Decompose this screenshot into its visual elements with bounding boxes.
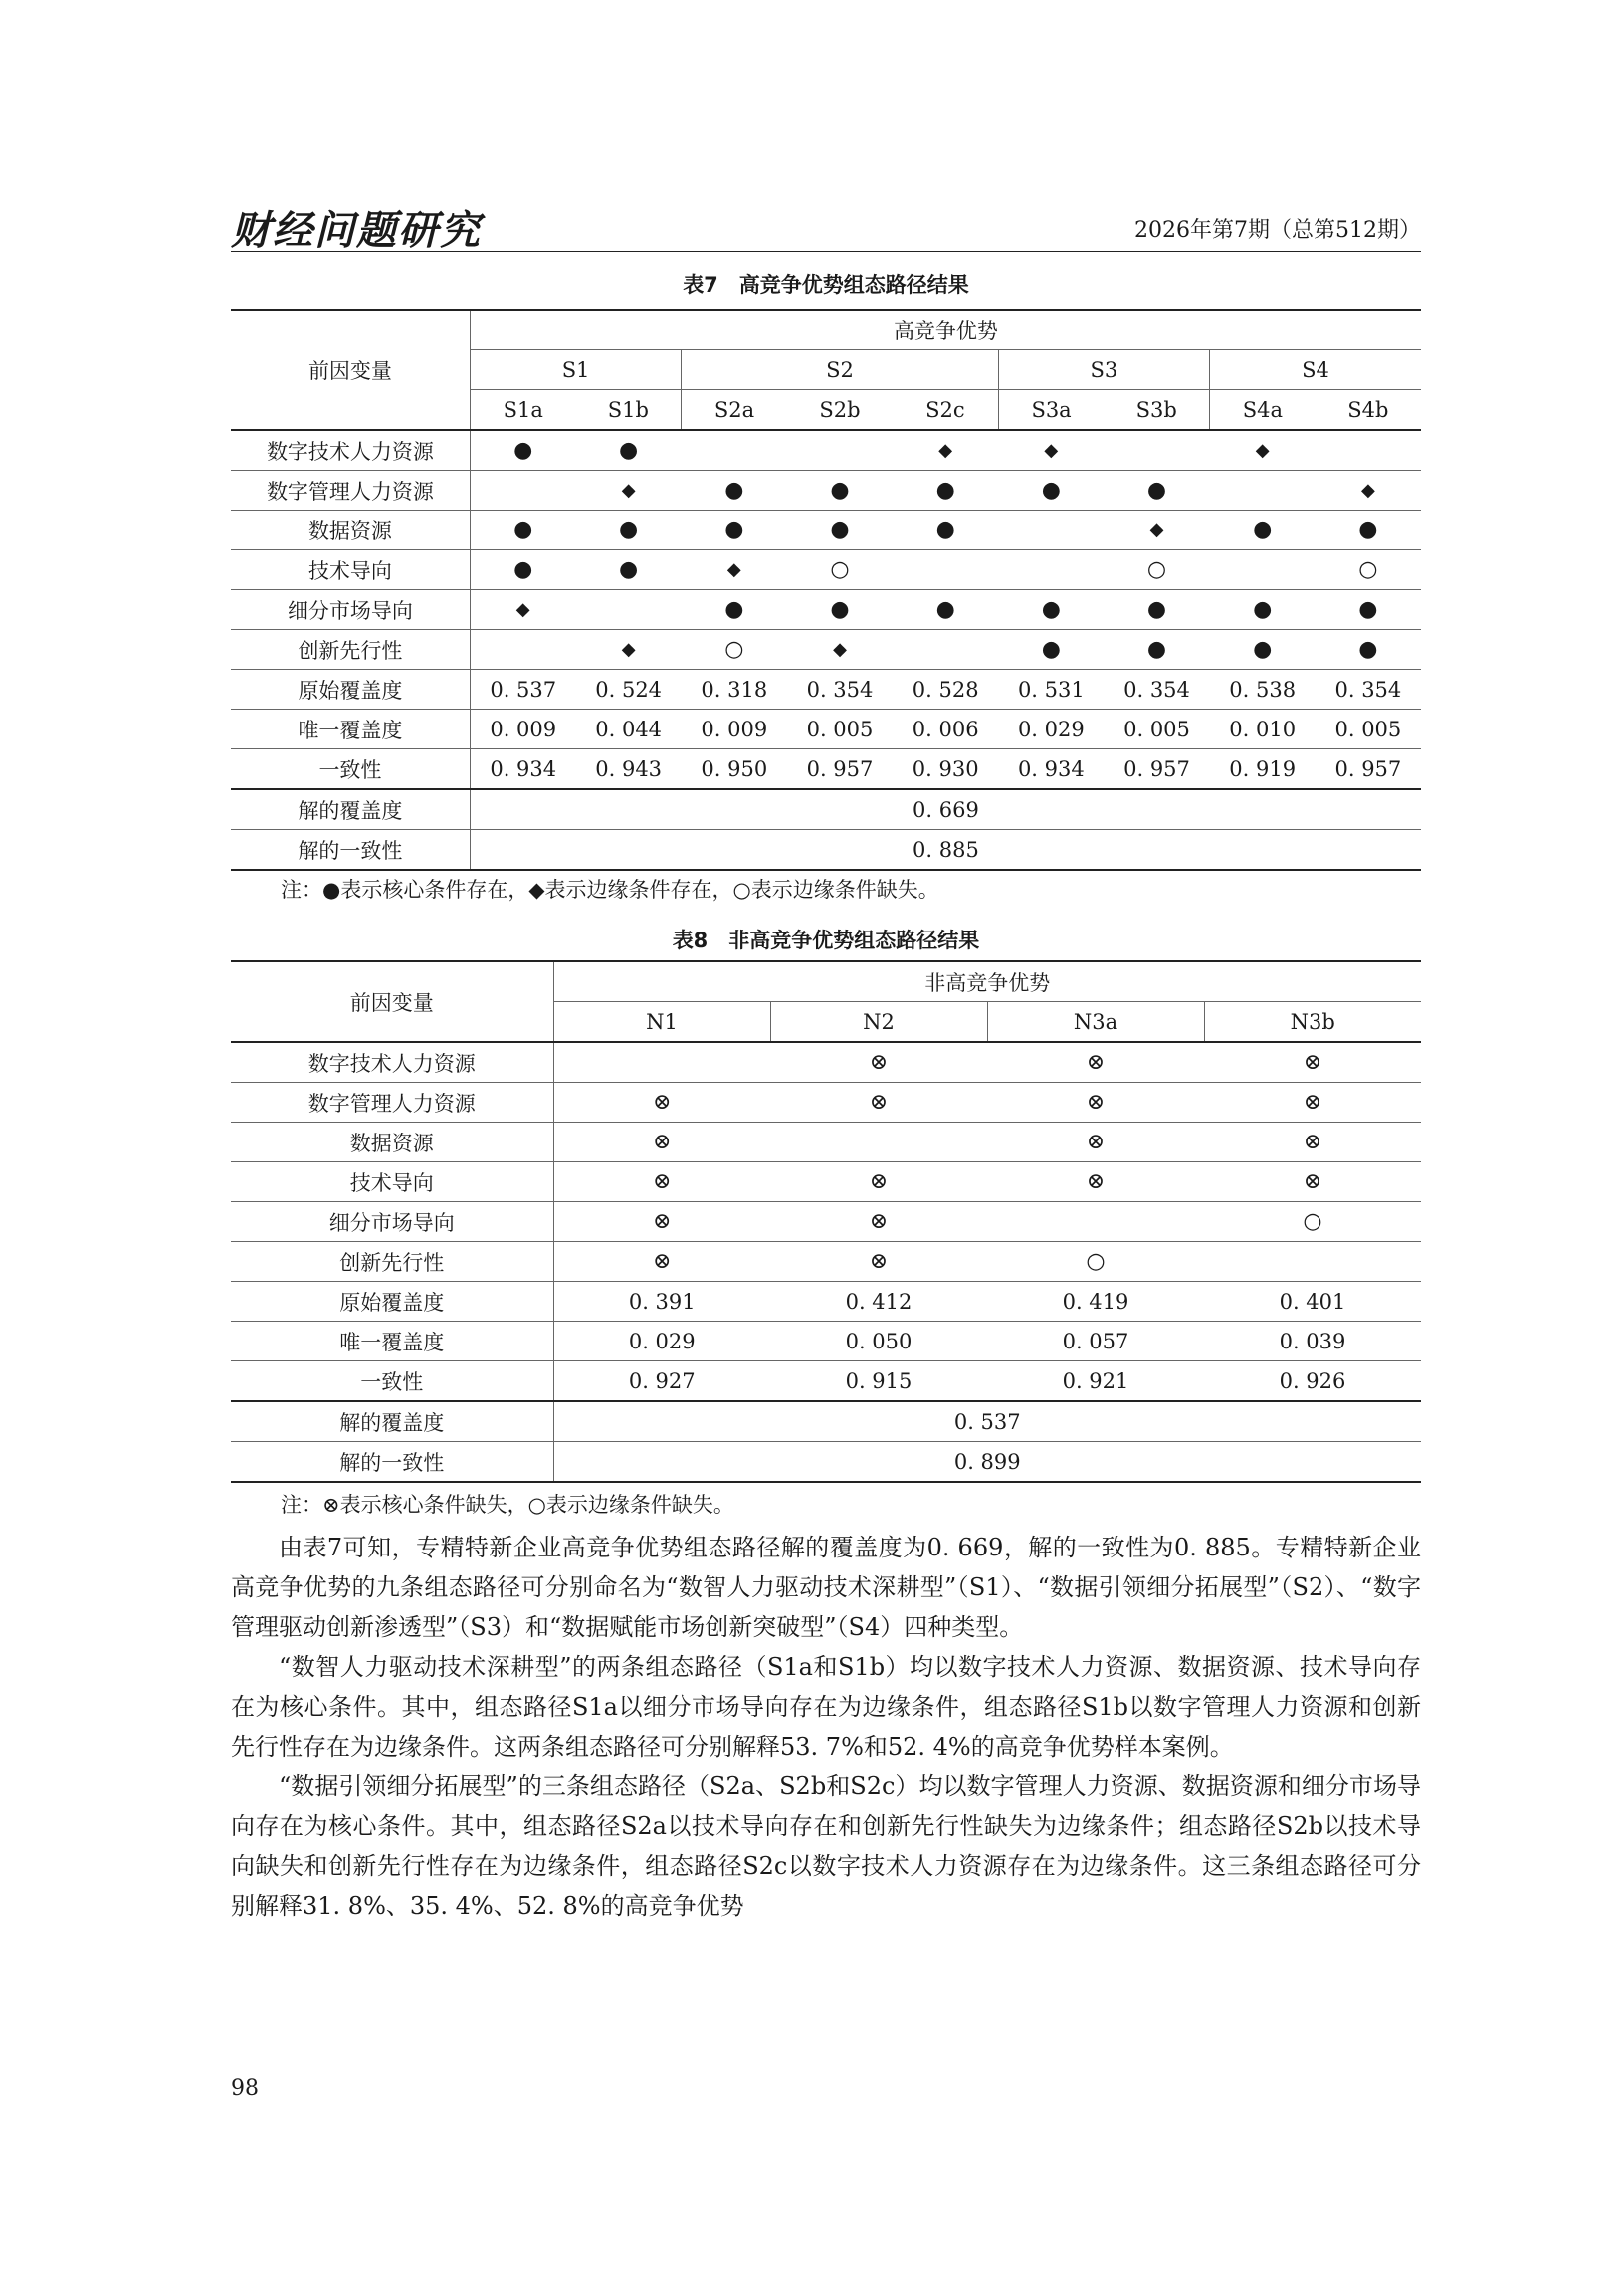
- table7-path-header: S1a: [470, 390, 575, 431]
- table8-metric-value: 0. 057: [987, 1322, 1204, 1361]
- table7-metric-value: 0. 934: [998, 749, 1104, 790]
- table7-metric-value: 0. 010: [1210, 710, 1316, 749]
- table7-cell: [682, 430, 787, 471]
- table8-note: 注：⊗表示核心条件缺失，○表示边缘条件缺失。: [281, 1493, 734, 1517]
- table7-metric-value: 0. 943: [576, 749, 682, 790]
- table7-cell: ◆: [998, 430, 1104, 471]
- table7-cell: ●: [998, 471, 1104, 511]
- table8-metric-value: 0. 921: [987, 1361, 1204, 1402]
- table8-cell: ⊗: [1204, 1123, 1421, 1162]
- table7-path-header: S2c: [893, 390, 998, 431]
- table7-group-header: S3: [998, 350, 1209, 390]
- table8-metric-label: 原始覆盖度: [231, 1282, 553, 1322]
- table7-cell: ◆: [576, 630, 682, 670]
- table7-path-header: S2b: [787, 390, 893, 431]
- table8-row: [231, 1083, 1421, 1123]
- table7-metric-row: [231, 670, 1421, 710]
- page-number: 98: [231, 2076, 259, 2101]
- table7-var-header: 前因变量: [231, 310, 470, 430]
- table7-cell: ●: [470, 430, 575, 471]
- table8-cell: ⊗: [770, 1162, 987, 1202]
- table7-cell: ●: [998, 630, 1104, 670]
- table8-metric-value: 0. 412: [770, 1282, 987, 1322]
- table8-cell: [987, 1202, 1204, 1242]
- table7-cell: ○: [1316, 550, 1421, 590]
- table7-body: [231, 430, 1421, 789]
- table8-solution-coverage: 0. 537: [553, 1401, 1421, 1442]
- table8-cell: [553, 1042, 770, 1083]
- table8-row: [231, 1123, 1421, 1162]
- table7-cell: ○: [682, 630, 787, 670]
- table7-cell: [1210, 550, 1316, 590]
- table8-metric-value: 0. 391: [553, 1282, 770, 1322]
- table7-row: [231, 511, 1421, 550]
- table7-cell: ●: [787, 511, 893, 550]
- table7-metric-value: 0. 934: [470, 749, 575, 790]
- table8-row: [231, 1162, 1421, 1202]
- table8-path-header: N3a: [987, 1002, 1204, 1043]
- table8-row: [231, 1202, 1421, 1242]
- table7-cell: [998, 550, 1104, 590]
- table7-cell: ●: [470, 511, 575, 550]
- table8-solution-coverage-label: 解的覆盖度: [231, 1401, 553, 1442]
- table7-row: [231, 430, 1421, 471]
- table7-cell: [893, 630, 998, 670]
- table7-cell: ◆: [682, 550, 787, 590]
- table8-metric-value: 0. 915: [770, 1361, 987, 1402]
- table7-row: [231, 471, 1421, 511]
- table7-metric-label: 原始覆盖度: [231, 670, 470, 710]
- table7-metric-value: 0. 005: [1104, 710, 1209, 749]
- table7-condition-label: 技术导向: [231, 550, 470, 590]
- table7-metric-value: 0. 354: [1316, 670, 1421, 710]
- table7-outcome-header: 高竞争优势: [470, 310, 1421, 350]
- table7-cell: ●: [893, 590, 998, 630]
- table7-condition-label: 数字技术人力资源: [231, 430, 470, 471]
- table7-cell: ●: [576, 550, 682, 590]
- table8-path-header: N2: [770, 1002, 987, 1043]
- table8-metric-value: 0. 926: [1204, 1361, 1421, 1402]
- table8: [231, 960, 1421, 1483]
- table8-metric-value: 0. 050: [770, 1322, 987, 1361]
- table7-cell: [998, 511, 1104, 550]
- journal-logo: 财经问题研究: [231, 207, 482, 254]
- table7-cell: ●: [1210, 630, 1316, 670]
- table7-metric-value: 0. 538: [1210, 670, 1316, 710]
- table7-cell: ◆: [1104, 511, 1209, 550]
- table7-condition-label: 创新先行性: [231, 630, 470, 670]
- table8-cell: ⊗: [553, 1083, 770, 1123]
- table7-metric-value: 0. 318: [682, 670, 787, 710]
- body-paragraph: 由表7可知，专精特新企业高竞争优势组态路径解的覆盖度为0. 669，解的一致性为0. 885。专精特新企业高竞争优势的九条组态路径可分别命名为“数智人力驱动技术深耕型”（S1）、“数据引领细分拓展型”（S2）、“数字管理驱动创新渗透型”（S3）和“数据赋能市场创新突破型”（S4）四种类型。: [231, 1534, 1421, 1641]
- table8-metric-label: 唯一覆盖度: [231, 1322, 553, 1361]
- table8-cell: ⊗: [987, 1083, 1204, 1123]
- table8-cell: ⊗: [1204, 1083, 1421, 1123]
- table7-cell: ○: [787, 550, 893, 590]
- table7-cell: [470, 471, 575, 511]
- table7-cell: ●: [1210, 590, 1316, 630]
- table7-cell: ●: [576, 511, 682, 550]
- table7: [231, 309, 1421, 871]
- table8-cell: ⊗: [987, 1162, 1204, 1202]
- table8-condition-label: 细分市场导向: [231, 1202, 553, 1242]
- table7-metric-value: 0. 930: [893, 749, 998, 790]
- table7-metric-value: 0. 528: [893, 670, 998, 710]
- table7-metric-label: 一致性: [231, 749, 470, 790]
- table8-path-header: N1: [553, 1002, 770, 1043]
- table7-cell: ●: [998, 590, 1104, 630]
- table7-solution-consistency-label: 解的一致性: [231, 830, 470, 871]
- page-header: [231, 199, 1421, 252]
- table8-cell: [770, 1123, 987, 1162]
- table7-group-header: S2: [682, 350, 999, 390]
- table7-metric-value: 0. 950: [682, 749, 787, 790]
- table8-cell: ⊗: [770, 1083, 987, 1123]
- table8-path-header: N3b: [1204, 1002, 1421, 1043]
- table7-metric-row: [231, 749, 1421, 790]
- table8-metric-row: [231, 1282, 1421, 1322]
- table7-row: [231, 550, 1421, 590]
- table7-metric-label: 唯一覆盖度: [231, 710, 470, 749]
- table8-outcome-header: 非高竞争优势: [553, 961, 1421, 1002]
- table7-cell: ●: [682, 471, 787, 511]
- issue-info: 2026年第7期（总第512期）: [1134, 218, 1421, 243]
- table7-solution-coverage-label: 解的覆盖度: [231, 789, 470, 830]
- table7-metric-value: 0. 537: [470, 670, 575, 710]
- table7-cell: ●: [787, 471, 893, 511]
- table8-cell: ⊗: [770, 1202, 987, 1242]
- table7-group-header: S1: [470, 350, 681, 390]
- table8-cell: ⊗: [553, 1123, 770, 1162]
- table7-cell: ○: [1104, 550, 1209, 590]
- table8-var-header: 前因变量: [231, 961, 553, 1042]
- table7-metric-value: 0. 957: [787, 749, 893, 790]
- table7-metric-value: 0. 524: [576, 670, 682, 710]
- table7-metric-value: 0. 354: [787, 670, 893, 710]
- table7-condition-label: 细分市场导向: [231, 590, 470, 630]
- table7-row: [231, 590, 1421, 630]
- table7-metric-value: 0. 009: [682, 710, 787, 749]
- table7-cell: ◆: [1210, 430, 1316, 471]
- table7-metric-value: 0. 919: [1210, 749, 1316, 790]
- table7-cell: ●: [1104, 630, 1209, 670]
- table7-group-header: S4: [1210, 350, 1421, 390]
- table7-path-header: S4b: [1316, 390, 1421, 431]
- table7-path-header: S4a: [1210, 390, 1316, 431]
- table8-cell: ⊗: [987, 1042, 1204, 1083]
- table8-body: [231, 1042, 1421, 1401]
- table7-cell: ●: [1104, 471, 1209, 511]
- table8-cell: ⊗: [1204, 1162, 1421, 1202]
- table8-metric-value: 0. 039: [1204, 1322, 1421, 1361]
- table7-cell: [893, 550, 998, 590]
- table7-metric-value: 0. 044: [576, 710, 682, 749]
- table8-row: [231, 1042, 1421, 1083]
- table7-metric-value: 0. 957: [1316, 749, 1421, 790]
- table7-metric-value: 0. 354: [1104, 670, 1209, 710]
- table7-cell: ●: [1316, 511, 1421, 550]
- table7-cell: ●: [682, 511, 787, 550]
- table7-cell: [787, 430, 893, 471]
- table7-cell: ●: [893, 511, 998, 550]
- table7-metric-value: 0. 005: [1316, 710, 1421, 749]
- table7-cell: [1316, 430, 1421, 471]
- table7-cell: [576, 590, 682, 630]
- table7-cell: ●: [1316, 630, 1421, 670]
- table8-cell: ⊗: [987, 1123, 1204, 1162]
- table7-path-header: S3a: [998, 390, 1104, 431]
- table8-solution-consistency: 0. 899: [553, 1442, 1421, 1483]
- table8-caption: 表8 非高竞争优势组态路径结果: [672, 929, 980, 952]
- table8-metric-label: 一致性: [231, 1361, 553, 1402]
- table7-cell: ●: [576, 430, 682, 471]
- table8-cell: ⊗: [553, 1242, 770, 1282]
- body-paragraph: “数据引领细分拓展型”的三条组态路径（S2a、S2b和S2c）均以数字管理人力资源、数据资源和细分市场导向存在为核心条件。其中，组态路径S2a以技术导向存在和创新先行性缺失为边缘条件；组态路径S2b以技术导向缺失和创新先行性存在为边缘条件，组态路径S2c以数字技术人力资源存在为边缘条件。这三条组态路径可分别解释31. 8%、35. 4%、52. 8%的高竞争优势: [231, 1772, 1421, 1920]
- table7-cell: ●: [1104, 590, 1209, 630]
- table7-cell: ●: [1210, 511, 1316, 550]
- table7-note: 注：●表示核心条件存在，◆表示边缘条件存在，○表示边缘条件缺失。: [281, 878, 939, 902]
- table7-metric-value: 0. 029: [998, 710, 1104, 749]
- table7-cell: ◆: [1316, 471, 1421, 511]
- table8-row: [231, 1242, 1421, 1282]
- table7-cell: ●: [470, 550, 575, 590]
- table8-cell: ⊗: [770, 1242, 987, 1282]
- table8-metric-row: [231, 1322, 1421, 1361]
- table7-condition-label: 数字管理人力资源: [231, 471, 470, 511]
- table8-condition-label: 技术导向: [231, 1162, 553, 1202]
- table7-metric-value: 0. 957: [1104, 749, 1209, 790]
- table8-cell: ⊗: [770, 1042, 987, 1083]
- table7-cell: ●: [787, 590, 893, 630]
- table8-solution-consistency-label: 解的一致性: [231, 1442, 553, 1483]
- table8-metric-value: 0. 029: [553, 1322, 770, 1361]
- table7-path-header: S1b: [576, 390, 682, 431]
- table7-cell: [470, 630, 575, 670]
- table7-cell: [1104, 430, 1209, 471]
- table8-cell: ⊗: [553, 1202, 770, 1242]
- table8-metric-value: 0. 927: [553, 1361, 770, 1402]
- table7-cell: ◆: [470, 590, 575, 630]
- table8-condition-label: 创新先行性: [231, 1242, 553, 1282]
- table8-condition-label: 数字管理人力资源: [231, 1083, 553, 1123]
- table8-cell: [1204, 1242, 1421, 1282]
- table7-cell: ●: [1316, 590, 1421, 630]
- table7-solution-consistency: 0. 885: [470, 830, 1421, 871]
- table8-metric-value: 0. 419: [987, 1282, 1204, 1322]
- table7-cell: ◆: [576, 471, 682, 511]
- table7-metric-row: [231, 710, 1421, 749]
- table8-metric-row: [231, 1361, 1421, 1402]
- table7-cell: ◆: [893, 430, 998, 471]
- table7-metric-value: 0. 531: [998, 670, 1104, 710]
- table8-metric-value: 0. 401: [1204, 1282, 1421, 1322]
- table7-row: [231, 630, 1421, 670]
- table8-cell: ⊗: [1204, 1042, 1421, 1083]
- table7-cell: ●: [682, 590, 787, 630]
- table7-metric-value: 0. 009: [470, 710, 575, 749]
- table7-solution-coverage: 0. 669: [470, 789, 1421, 830]
- table8-cell: ○: [987, 1242, 1204, 1282]
- table7-caption: 表7 高竞争优势组态路径结果: [683, 273, 969, 297]
- table7-cell: [1210, 471, 1316, 511]
- table8-condition-label: 数据资源: [231, 1123, 553, 1162]
- table8-cell: ⊗: [553, 1162, 770, 1202]
- table8-cell: ○: [1204, 1202, 1421, 1242]
- body-text: [231, 1528, 1421, 1926]
- table8-condition-label: 数字技术人力资源: [231, 1042, 553, 1083]
- body-paragraph: “数智人力驱动技术深耕型”的两条组态路径（S1a和S1b）均以数字技术人力资源、数据资源、技术导向存在为核心条件。其中，组态路径S1a以细分市场导向存在为边缘条件，组态路径S1b以数字管理人力资源和创新先行性存在为边缘条件。这两条组态路径可分别解释53. 7%和52. 4%的高竞争优势样本案例。: [231, 1653, 1421, 1761]
- table7-metric-value: 0. 005: [787, 710, 893, 749]
- table7-path-header: S2a: [682, 390, 787, 431]
- table7-cell: ●: [893, 471, 998, 511]
- table7-metric-value: 0. 006: [893, 710, 998, 749]
- table7-cell: ◆: [787, 630, 893, 670]
- table7-condition-label: 数据资源: [231, 511, 470, 550]
- table7-path-header: S3b: [1104, 390, 1209, 431]
